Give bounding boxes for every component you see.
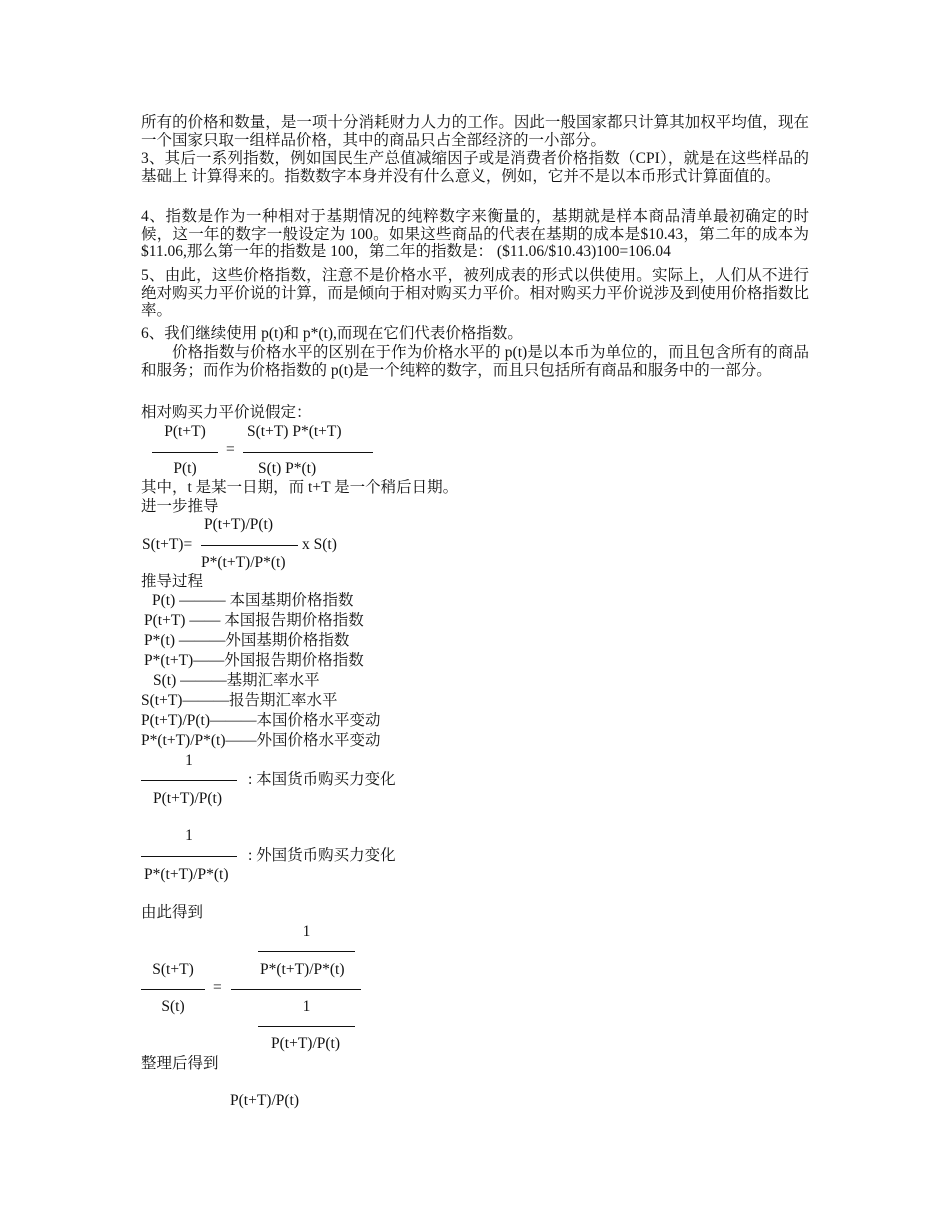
eq1-rhs-fraction-bar bbox=[243, 452, 373, 453]
foreign-fraction-numerator: 1 bbox=[185, 827, 193, 844]
definition-item: S(t+T)———报告期汇率水平 bbox=[141, 692, 338, 709]
paragraph-arranged: 整理后得到 bbox=[141, 1055, 219, 1072]
paragraph-6: 6、我们继续使用 p(t)和 p*(t),而现在它们代表价格指数。 bbox=[141, 325, 523, 342]
definition-item: S(t) ———基期汇率水平 bbox=[153, 672, 320, 689]
eq3-bottom-numerator: 1 bbox=[302, 998, 311, 1015]
eq3-bottom-fraction-bar bbox=[258, 1026, 355, 1027]
foreign-fraction-bar bbox=[141, 856, 237, 857]
definition-item: P(t+T) —— 本国报告期价格指数 bbox=[144, 612, 364, 629]
paragraph-3: 3、其后一系列指数，例如国民生产总值减缩因子或是消费者价格指数（CPI），就是在这些样品的基础上 计算得来的。指数数字本身并没有什么意义，例如，它并不是以本币形式计算面值的。 bbox=[141, 150, 809, 185]
eq3-lhs-numerator: S(t+T) bbox=[152, 961, 194, 978]
paragraph-7: 价格指数与价格水平的区别在于作为价格水平的 p(t)是以本币为单位的，而且包含所有的商品和服务；而作为价格指数的 p(t)是一个纯粹的数字，而且只包括所有商品和服务中的一部分。 bbox=[141, 344, 809, 379]
eq3-top-fraction-bar bbox=[258, 951, 355, 952]
home-fraction-numerator: 1 bbox=[185, 752, 193, 769]
foreign-fraction-label: : 外国货币购买力变化 bbox=[248, 847, 396, 864]
paragraph-hence: 由此得到 bbox=[141, 904, 204, 921]
eq2-numerator: P(t+T)/P(t) bbox=[204, 516, 274, 533]
eq2-fraction-bar bbox=[201, 545, 298, 546]
eq1-rhs-numerator: S(t+T) P*(t+T) bbox=[247, 423, 342, 440]
home-fraction-denominator: P(t+T)/P(t) bbox=[153, 790, 223, 807]
eq1-lhs-numerator: P(t+T) bbox=[164, 423, 206, 440]
paragraph-further-derivation: 进一步推导 bbox=[141, 498, 219, 515]
paragraph-intro: 所有的价格和数量，是一项十分消耗财力人力的工作。因此一般国家都只计算其加权平均值，现在一个国家只取一组样品价格，其中的商品只占全部经济的一小部分。 bbox=[141, 114, 809, 149]
paragraph-assumption: 相对购买力平价说假定： bbox=[141, 404, 312, 421]
paragraph-4: 4、指数是作为一种相对于基期情况的纯粹数字来衡量的，基期就是样本商品清单最初确定的时候，这一年的数字一般设定为 100。如果这些商品的代表在基期的成本是$10.43，第二年的成本为$11.06,那么第一年的指数是 100，第二年的指数是： ($11.06/$10.43)100=106.04 bbox=[141, 208, 809, 260]
eq1-rhs-denominator: S(t) P*(t) bbox=[258, 460, 317, 477]
eq3-bottom-denominator: P(t+T)/P(t) bbox=[271, 1035, 341, 1052]
eq3-lhs-fraction-bar bbox=[141, 989, 205, 990]
definition-item: P*(t) ———外国基期价格指数 bbox=[144, 632, 350, 649]
eq2-tail: x S(t) bbox=[302, 536, 337, 553]
eq3-top-numerator: 1 bbox=[302, 923, 311, 940]
definition-item: P*(t+T)——外国报告期价格指数 bbox=[144, 652, 364, 669]
eq3-lhs-denominator: S(t) bbox=[161, 998, 185, 1015]
definition-item: P(t+T)/P(t)———本国价格水平变动 bbox=[141, 712, 381, 729]
paragraph-process: 推导过程 bbox=[141, 573, 204, 590]
eq3-equals-sign: = bbox=[213, 979, 222, 996]
eq3-top-denominator: P*(t+T)/P*(t) bbox=[260, 961, 345, 978]
paragraph-5: 5、由此，这些价格指数，注意不是价格水平，被列成表的形式以供使用。实际上，人们从不进行绝对购买力平价说的计算，而是倾向于相对购买力平价。相对购买力平价说涉及到使用价格指数比率。 bbox=[141, 267, 809, 319]
home-fraction-bar bbox=[141, 780, 237, 781]
eq1-lhs-fraction-bar bbox=[152, 452, 218, 453]
definition-item: P*(t+T)/P*(t)——外国价格水平变动 bbox=[141, 732, 381, 749]
eq1-equals-sign: = bbox=[226, 441, 235, 458]
eq1-lhs-denominator: P(t) bbox=[173, 460, 197, 477]
final-equation-numerator: P(t+T)/P(t) bbox=[230, 1092, 300, 1109]
paragraph-where: 其中，t 是某一日期，而 t+T 是一个稍后日期。 bbox=[141, 479, 459, 496]
eq2-lhs: S(t+T)= bbox=[142, 536, 193, 553]
home-fraction-label: : 本国货币购买力变化 bbox=[248, 771, 396, 788]
eq2-denominator: P*(t+T)/P*(t) bbox=[201, 554, 286, 571]
definition-item: P(t) ——— 本国基期价格指数 bbox=[152, 592, 354, 609]
eq3-main-fraction-bar bbox=[231, 989, 361, 990]
foreign-fraction-denominator: P*(t+T)/P*(t) bbox=[144, 866, 229, 883]
